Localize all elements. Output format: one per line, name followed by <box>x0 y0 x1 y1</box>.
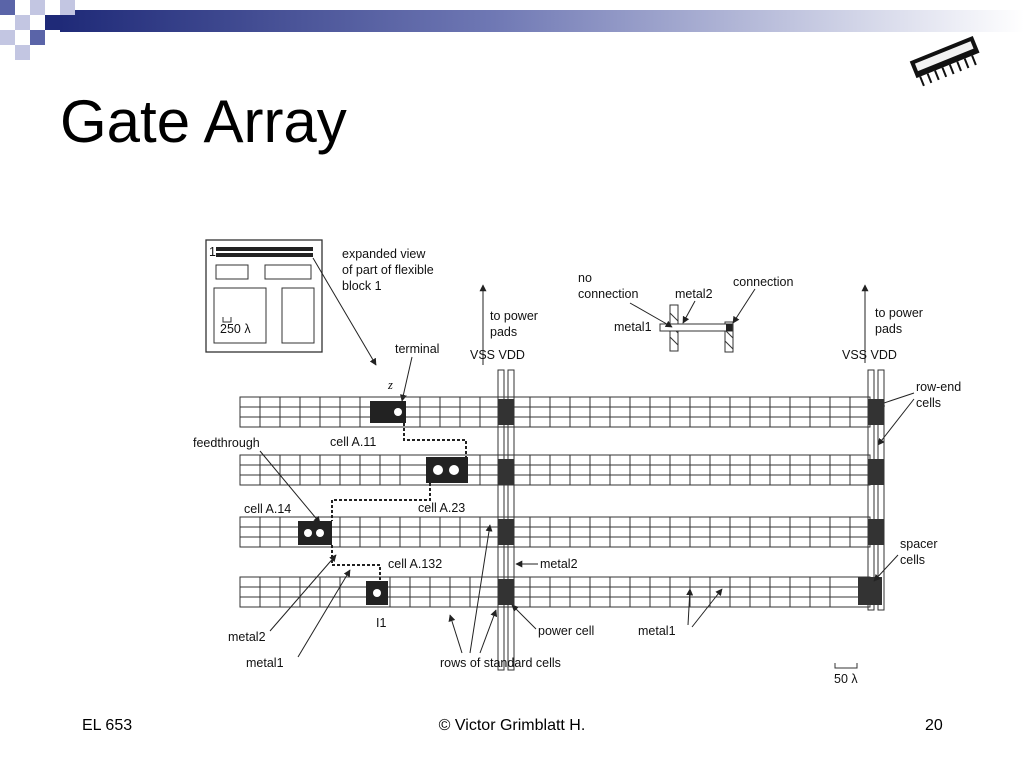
no-connection-1: no <box>578 271 592 285</box>
cell-blocks <box>298 399 884 605</box>
metal2-top-label: metal2 <box>675 287 713 301</box>
cell-a23-label: cell A.23 <box>418 501 466 515</box>
row-end-label-2: cells <box>916 396 942 410</box>
cell-a132-label: cell A.132 <box>388 557 443 571</box>
footer-author: © Victor Grimblatt H. <box>438 717 586 734</box>
footer-page-number: 20 <box>925 717 943 734</box>
to-power-left-1: to power <box>490 309 538 323</box>
vss-vdd-right: VSS VDD <box>842 348 897 362</box>
metal1-left-label: metal1 <box>246 656 284 670</box>
spacer-label-1: spacer <box>900 537 938 551</box>
footer-course: EL 653 <box>82 717 133 734</box>
terminal-label: terminal <box>395 342 440 356</box>
metal2-mid-label: metal2 <box>540 557 578 571</box>
expanded-view-label-3: block 1 <box>342 279 382 293</box>
no-connection-2: connection <box>578 287 639 301</box>
to-power-left-2: pads <box>490 325 518 339</box>
feedthrough-label: feedthrough <box>193 436 260 450</box>
gate-array-diagram <box>190 225 990 695</box>
expanded-view-label-1: expanded view <box>342 247 426 261</box>
connection-label: connection <box>733 275 794 289</box>
chip-icon <box>905 28 985 88</box>
power-cell-label: power cell <box>538 624 595 638</box>
metal2-left-label: metal2 <box>228 630 266 644</box>
to-power-right-2: pads <box>875 322 903 336</box>
inset-row-label: 1 <box>209 245 216 259</box>
vss-vdd-left: VSS VDD <box>470 348 525 362</box>
metal1-bottom-label: metal1 <box>638 624 676 638</box>
cell-a14-label: cell A.14 <box>244 502 292 516</box>
metal1-top-label: metal1 <box>614 320 652 334</box>
row-end-label-1: row-end <box>916 380 962 394</box>
z-label: z <box>388 378 393 392</box>
inset-block <box>206 240 322 352</box>
spacer-label-2: cells <box>900 553 926 567</box>
slide-title: Gate Array <box>60 88 347 155</box>
header-decoration <box>0 0 1024 60</box>
scale-50-label: 50 λ <box>834 672 858 686</box>
to-power-right-1: to power <box>875 306 923 320</box>
i1-label: I1 <box>376 616 387 630</box>
expanded-view-label-2: of part of flexible <box>342 263 434 277</box>
inset-scale-label: 250 λ <box>220 322 251 336</box>
rows-standard-cells-label: rows of standard cells <box>440 656 561 670</box>
cell-a11-label: cell A.11 <box>330 435 377 449</box>
